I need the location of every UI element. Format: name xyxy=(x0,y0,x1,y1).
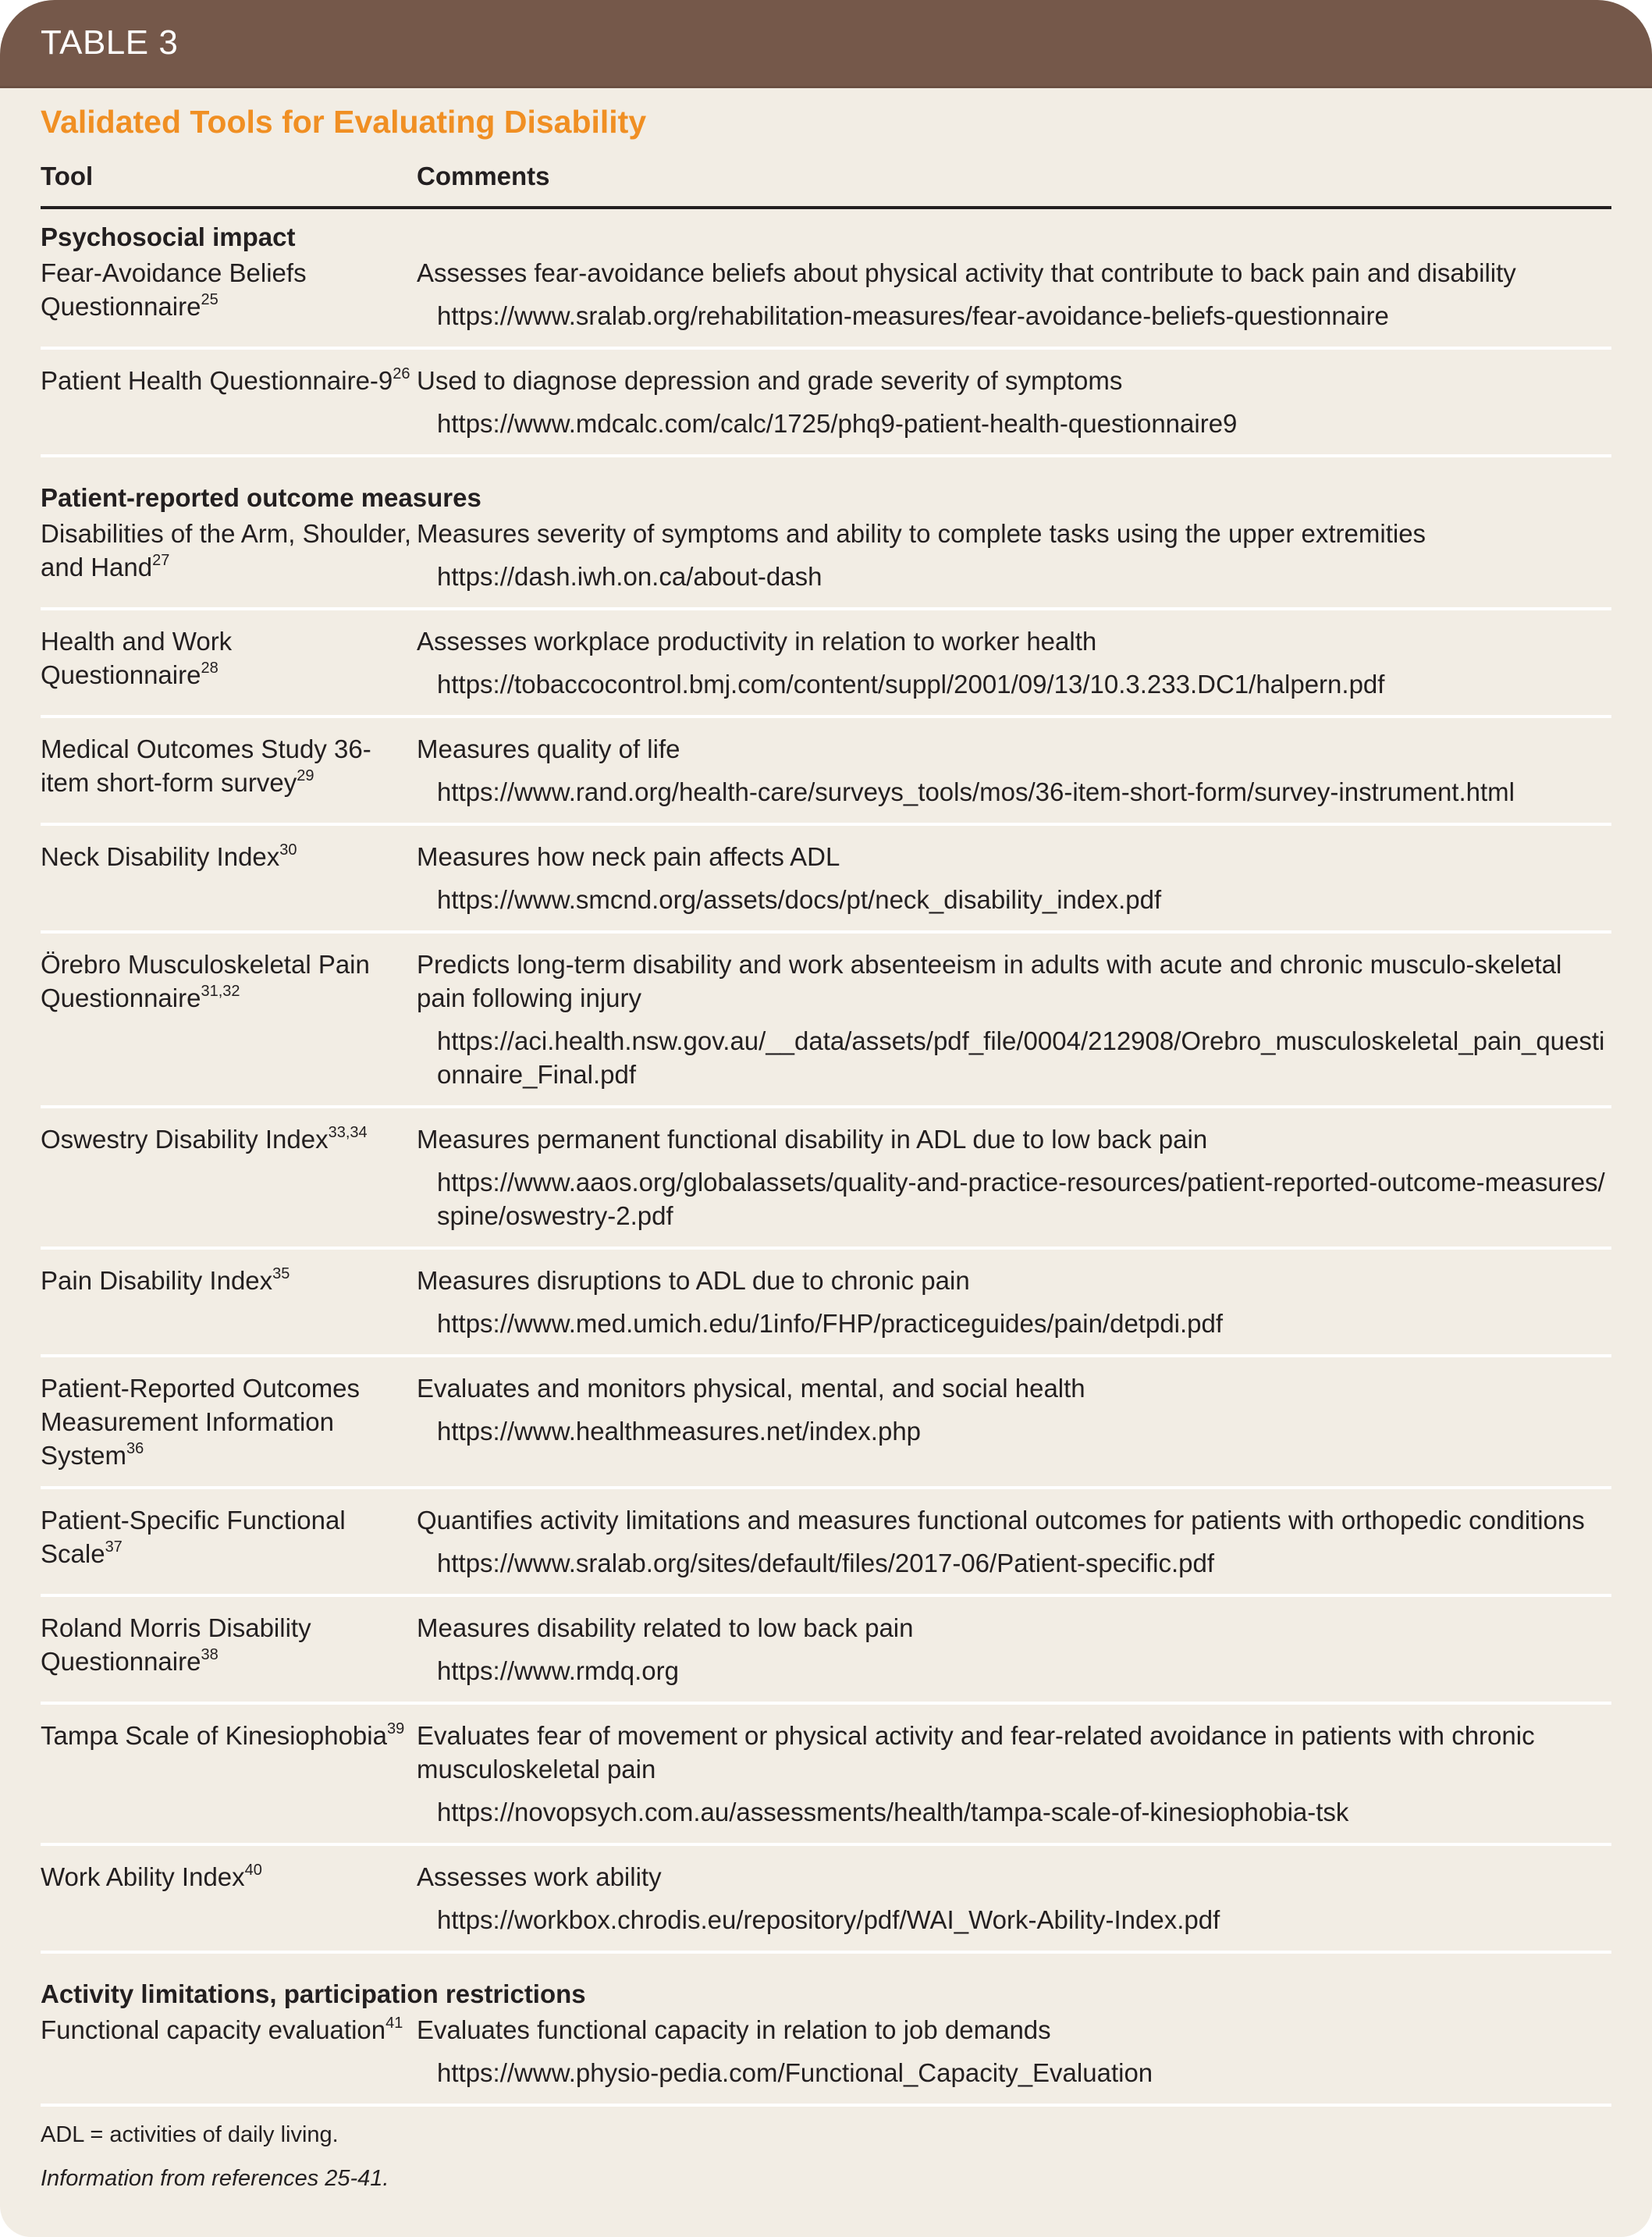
tool-name xyxy=(41,946,417,1091)
tool-name xyxy=(41,1370,417,1472)
tool-url-link[interactable]: https://workbox.chrodis.eu/repository/pdf/WAI_Work-Ability-Index.pdf xyxy=(437,1905,1220,1934)
section-heading: Patient-reported outcome measures xyxy=(41,483,481,512)
tool-url-link[interactable]: https://www.rand.org/health-care/surveys_tools/mos/36-item-short-form/survey-instrument.html xyxy=(437,777,1515,806)
tool-name xyxy=(41,1717,417,1829)
comment-text: Evaluates fear of movement or physical activity and fear-related avoidance in patients with chronic musculoskeletal pain xyxy=(417,1721,1535,1784)
comment-text: Used to diagnose depression and grade severity of symptoms xyxy=(417,366,1123,395)
tool-name-text: Roland Morris Disability Questionnaire xyxy=(41,1613,311,1676)
table-row xyxy=(41,1717,1611,1829)
row-divider xyxy=(41,823,1611,826)
tool-name xyxy=(41,1502,417,1580)
table-row xyxy=(41,2011,1611,2089)
reference-number: 38 xyxy=(201,1646,218,1663)
tool-url-link[interactable]: https://www.aaos.org/globalassets/quality-and-practice-resources/patient-reported-outcome-measures/spine/oswestry-2.pdf xyxy=(437,1168,1605,1230)
tool-name-text: Functional capacity evaluation xyxy=(41,2015,386,2044)
row-divider xyxy=(41,1702,1611,1705)
table-body xyxy=(41,209,1611,2194)
tool-name-text: Pain Disability Index xyxy=(41,1266,273,1295)
table-header-bar xyxy=(0,0,1652,88)
source-note: Information from references 25-41. xyxy=(41,2166,389,2191)
reference-number: 31,32 xyxy=(201,983,240,1000)
comment-cell xyxy=(417,731,1611,809)
table-row xyxy=(41,1858,1611,1936)
tool-url-link[interactable]: https://www.mdcalc.com/calc/1725/phq9-patient-health-questionnaire9 xyxy=(437,409,1238,438)
tool-url-link[interactable]: https://novopsych.com.au/assessments/health/tampa-scale-of-kinesiophobia-tsk xyxy=(437,1798,1349,1826)
footnote-abbreviation: ADL = activities of daily living. xyxy=(41,2122,339,2147)
reference-number: 28 xyxy=(201,660,218,677)
tool-name-text: Disabilities of the Arm, Shoulder, and Hand xyxy=(41,519,412,581)
comment-cell xyxy=(417,838,1611,916)
comment-text: Measures how neck pain affects ADL xyxy=(417,842,840,871)
comment-text: Assesses fear-avoidance beliefs about physical activity that contribute to back pain and disability xyxy=(417,258,1516,287)
comment-cell xyxy=(417,2011,1611,2089)
reference-number: 29 xyxy=(297,767,314,784)
table-row xyxy=(41,623,1611,701)
comment-text: Quantifies activity limitations and measures functional outcomes for patients with orthopedic conditions xyxy=(417,1506,1585,1535)
tool-name xyxy=(41,515,417,593)
tool-name-text: Oswestry Disability Index xyxy=(41,1125,329,1154)
table-row xyxy=(41,946,1611,1091)
table-row xyxy=(41,1262,1611,1340)
comment-text: Measures permanent functional disability in ADL due to low back pain xyxy=(417,1125,1208,1154)
table-row xyxy=(41,1609,1611,1688)
comment-cell xyxy=(417,254,1611,333)
comment-text: Measures quality of life xyxy=(417,734,680,763)
row-divider xyxy=(41,1951,1611,1954)
reference-number: 26 xyxy=(393,365,410,382)
row-divider xyxy=(41,607,1611,610)
row-divider xyxy=(41,1105,1611,1108)
comment-cell xyxy=(417,623,1611,701)
comment-cell xyxy=(417,1609,1611,1688)
tool-name xyxy=(41,1858,417,1936)
comment-text: Evaluates functional capacity in relation to job demands xyxy=(417,2015,1051,2044)
comment-cell xyxy=(417,515,1611,593)
section-heading: Psychosocial impact xyxy=(41,222,296,251)
table-row xyxy=(41,731,1611,809)
table-row xyxy=(41,515,1611,593)
tool-name-text: Work Ability Index xyxy=(41,1862,245,1891)
table-row xyxy=(41,838,1611,916)
table-label: TABLE 3 xyxy=(41,23,179,62)
comment-text: Evaluates and monitors physical, mental, and social health xyxy=(417,1374,1085,1403)
tool-url-link[interactable]: https://www.healthmeasures.net/index.php xyxy=(437,1417,922,1446)
comment-text: Predicts long-term disability and work absenteeism in adults with acute and chronic musculo-skeletal pain following injury xyxy=(417,950,1562,1012)
table-row xyxy=(41,254,1611,333)
tool-name xyxy=(41,838,417,916)
comment-cell xyxy=(417,1717,1611,1829)
tool-name xyxy=(41,731,417,809)
tool-name-text: Patient Health Questionnaire-9 xyxy=(41,366,393,395)
reference-number: 36 xyxy=(126,1440,144,1457)
reference-number: 40 xyxy=(244,1862,262,1879)
table-title: Validated Tools for Evaluating Disability xyxy=(41,104,647,140)
reference-number: 33,34 xyxy=(328,1124,368,1141)
row-divider xyxy=(41,930,1611,934)
tool-name-text: Neck Disability Index xyxy=(41,842,280,871)
tool-url-link[interactable]: https://www.rmdq.org xyxy=(437,1656,679,1685)
row-divider xyxy=(41,1594,1611,1597)
comment-text: Measures disability related to low back pain xyxy=(417,1613,914,1642)
row-divider xyxy=(41,1247,1611,1250)
comment-cell xyxy=(417,1262,1611,1340)
tool-name xyxy=(41,362,417,440)
tool-name-text: Patient-Reported Outcomes Measurement Information System xyxy=(41,1374,361,1470)
comment-cell xyxy=(417,1502,1611,1580)
tool-url-link[interactable]: https://www.sralab.org/sites/default/files/2017-06/Patient-specific.pdf xyxy=(437,1549,1215,1577)
table-row xyxy=(41,1121,1611,1232)
reference-number: 39 xyxy=(386,1720,405,1737)
row-divider xyxy=(41,1354,1611,1357)
tool-name xyxy=(41,254,417,333)
reference-number: 41 xyxy=(385,2015,403,2032)
tool-name xyxy=(41,2011,417,2089)
column-header-tool: Tool xyxy=(41,162,94,190)
tool-name xyxy=(41,1609,417,1688)
comment-text: Measures severity of symptoms and ability to complete tasks using the upper extremities xyxy=(417,519,1426,548)
reference-number: 30 xyxy=(279,841,297,859)
table-row xyxy=(41,362,1611,440)
tool-name-text: Fear-Avoidance Beliefs Questionnaire xyxy=(41,258,307,321)
row-divider xyxy=(41,454,1611,457)
tool-url-link[interactable]: https://tobaccocontrol.bmj.com/content/suppl/2001/09/13/10.3.233.DC1/halpern.pdf xyxy=(437,670,1385,699)
tool-name xyxy=(41,623,417,701)
tool-name-text: Örebro Musculoskeletal Pain Questionnaire xyxy=(41,950,370,1012)
tool-name xyxy=(41,1262,417,1340)
reference-number: 37 xyxy=(105,1538,123,1556)
tool-name xyxy=(41,1121,417,1232)
tool-url-link[interactable]: https://www.physio-pedia.com/Functional_Capacity_Evaluation xyxy=(437,2058,1153,2087)
row-divider xyxy=(41,1486,1611,1489)
table-row xyxy=(41,1370,1611,1472)
tool-url-link[interactable]: https://www.smcnd.org/assets/docs/pt/neck_disability_index.pdf xyxy=(437,885,1162,914)
comment-text: Assesses workplace productivity in relation to worker health xyxy=(417,627,1097,656)
tool-name-text: Tampa Scale of Kinesiophobia xyxy=(41,1721,387,1750)
row-divider xyxy=(41,2104,1611,2107)
comment-cell xyxy=(417,946,1611,1091)
comment-text: Measures disruptions to ADL due to chronic pain xyxy=(417,1266,970,1295)
table-row xyxy=(41,1502,1611,1580)
reference-number: 25 xyxy=(201,291,218,308)
row-divider xyxy=(41,1843,1611,1846)
tool-name-text: Patient-Specific Functional Scale xyxy=(41,1506,346,1568)
column-header-comments: Comments xyxy=(417,162,550,190)
tool-name-text: Medical Outcomes Study 36-item short-form survey xyxy=(41,734,371,797)
reference-number: 35 xyxy=(272,1265,290,1282)
comment-cell xyxy=(417,1121,1611,1232)
comment-text: Assesses work ability xyxy=(417,1862,662,1891)
tool-url-link[interactable]: https://www.sralab.org/rehabilitation-measures/fear-avoidance-beliefs-questionnaire xyxy=(437,301,1389,330)
comment-cell xyxy=(417,1858,1611,1936)
tool-name-text: Health and Work Questionnaire xyxy=(41,627,233,689)
row-divider xyxy=(41,715,1611,718)
section-heading: Activity limitations, participation restrictions xyxy=(41,1979,586,2008)
tool-url-link[interactable]: https://dash.iwh.on.ca/about-dash xyxy=(437,562,822,591)
tool-url-link[interactable]: https://aci.health.nsw.gov.au/__data/assets/pdf_file/0004/212908/Orebro_musculoskeletal_pain_questionnaire_Final.pdf xyxy=(437,1026,1605,1089)
tool-url-link[interactable]: https://www.med.umich.edu/1info/FHP/practiceguides/pain/detpdi.pdf xyxy=(437,1309,1224,1338)
comment-cell xyxy=(417,362,1611,440)
reference-number: 27 xyxy=(152,552,170,569)
row-divider xyxy=(41,347,1611,350)
comment-cell xyxy=(417,1370,1611,1472)
